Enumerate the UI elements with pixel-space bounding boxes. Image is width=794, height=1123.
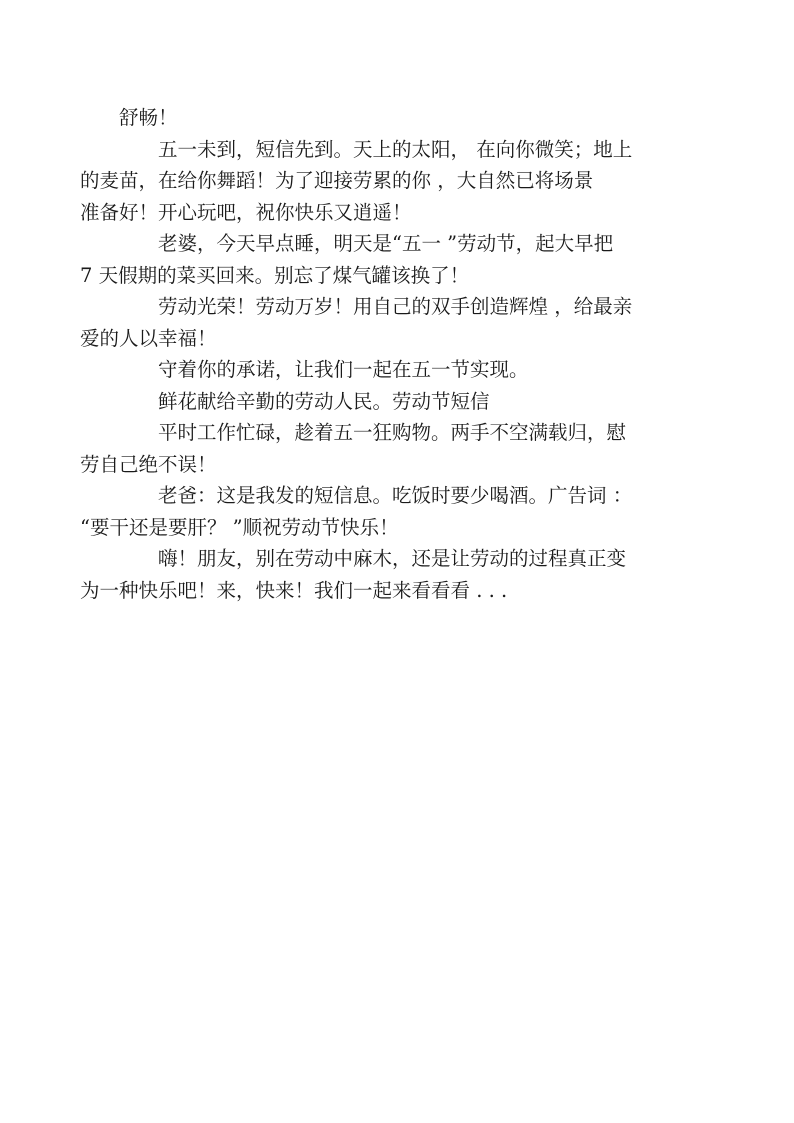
text-line: 劳自己绝不误！	[80, 452, 217, 476]
text-line: 五一未到，短信先到。天上的太阳， 在向你微笑；地上	[158, 137, 633, 161]
text-line: 爱的人以幸福！	[80, 326, 217, 350]
paragraph-may-day-sms	[80, 134, 679, 229]
paragraph-wife	[80, 228, 679, 291]
text-line: 老婆，今天早点睡，明天是“五一 ”劳动节，起大早把	[158, 232, 614, 255]
paragraph-flowers	[119, 386, 679, 418]
text-line: 为一种快乐吧！来，快来！我们一起来看看看 . . .	[80, 578, 508, 602]
text-line: 守着你的承诺，让我们一起在五一节实现。	[158, 358, 529, 381]
paragraph-labor-glory	[80, 291, 679, 354]
text-line: 舒畅！	[119, 106, 178, 129]
paragraph-dad	[80, 480, 679, 543]
document-body	[80, 102, 679, 606]
text-line: 劳动光荣！劳动万岁！用自己的双手创造辉煌 ，给最亲	[158, 295, 633, 318]
text-line: 老爸：这是我发的短信息。吃饭时要少喝酒。广告词 ：	[158, 484, 633, 507]
text-line: 7 天假期的菜买回来。别忘了煤气罐该换了！	[80, 263, 470, 287]
text-line: “要干还是要肝？ ”顺祝劳动节快乐！	[80, 515, 399, 539]
text-line: 的麦苗，在给你舞蹈！为了迎接劳累的你 ，大自然已将场景	[80, 169, 594, 192]
paragraph-continuation	[119, 102, 679, 134]
text-line: 准备好！开心玩吧，祝你快乐又逍遥！	[80, 200, 412, 224]
text-line: 嗨！朋友，别在劳动中麻木，还是让劳动的过程真正变	[158, 547, 627, 570]
paragraph-shopping	[80, 417, 679, 480]
paragraph-friend	[80, 543, 679, 606]
paragraph-promise	[119, 354, 679, 386]
text-line: 鲜花献给辛勤的劳动人民。劳动节短信	[158, 389, 490, 413]
text-line: 平时工作忙碌，趁着五一狂购物。两手不空满载归，慰	[158, 421, 627, 444]
